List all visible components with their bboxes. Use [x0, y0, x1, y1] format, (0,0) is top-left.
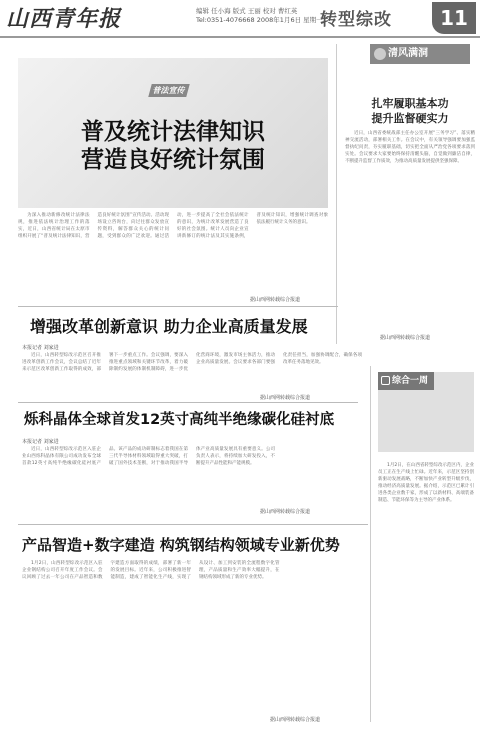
sidebar-title-line1: 扎牢履职基本功 [371, 97, 449, 110]
article3-byline: 本报记者 刘家进 [22, 439, 59, 445]
article2-source: 据山西网转载综合报道 [260, 395, 311, 401]
section-title: 转型综改 [320, 10, 392, 30]
article3-headline: 烁科晶体全球首发12英寸高纯半绝缘碳化硅衬底 [24, 412, 335, 428]
leaf-icon [374, 48, 386, 60]
article3-source: 据山西网转载综合报道 [260, 509, 311, 515]
sidebar-badge [370, 44, 470, 64]
article2-body: 近日，山西转型综改示范区召开推进改革创新工作会议，会议总结了近年来示范区改革创新工作取得的成效，部署下一步重点工作。会议强调，要深入推进重点领域和关键环节改革，着力破除制约发展的体制机制障碍，进一步优化营商环境，激发市场主体活力，推动企业高质量发展。会议要求各部门要强化责任担当，加强协调配合，确保各项改革任务落地见效。 [22, 353, 362, 372]
article1-body: 为深入推动新修改统计法律法规，推进依法统计治理工作的落实，近日，山西省统计局在太原市组织开展了“普及统计法律知识，营造良好统计氛围”宣传活动。活动现场设立咨询台，向过往群众发放宣传资料，解答群众关心的统计问题，受到群众的广泛欢迎。通过活动，进一步提高了全社会依法统计的意识，为统计改革发展营造了良好的社会氛围。统计人员向企业宣讲新修订的统计法及其实施条例，普及统计知识，增强统计调查对象依法履行统计义务的意识。 [18, 213, 328, 239]
article1-source: 据山西网转载综合报道 [250, 297, 301, 303]
article4-source: 据山西网转载综合报道 [270, 717, 321, 723]
sidebar-header [370, 44, 470, 66]
article4-headline: 产品智造+数字建造 构筑钢结构领域专业新优势 [22, 536, 340, 554]
article1-title-line2: 营造良好统计氛围 [81, 147, 265, 173]
article3-body: 近日，山西转型综改示范区入驻企业山西烁科晶体有限公司成功发布全球首款12英寸高纯半绝缘碳化硅衬底产品。该产品的成功研制标志着我国在第三代半导体材料领域取得重大突破，打破了国外技术垄断，对于推动我国半导体产业高质量发展具有重要意义。公司负责人表示，将持续加大研发投入，不断提升产品性能和产能规模。 [22, 447, 275, 466]
article4-top-rule [18, 524, 368, 525]
article1-title-line1: 普及统计法律知识 [81, 119, 265, 145]
article2-byline: 本报记者 刘家进 [22, 345, 59, 351]
photo-badge [378, 372, 434, 390]
article3-top-rule [18, 402, 358, 403]
article1-title [18, 118, 328, 174]
sidebar-body: 近日，山西省委统战部主任办公室开展“三务学习”、落实精神交流活动，部署相关工作。在会议中，有关领导强调要加强监督执纪问责，夯实履职基础，切实把全面从严治党各项要求落到实处。会议要求大家要始终保持清醒头脑，自觉做到廉洁自律，不断提升监督工作质效，为推动高质量发展提供坚强保障。 [345, 131, 475, 164]
news-icon [381, 376, 390, 385]
sidebar-badge-label: 清风满洞 [388, 48, 428, 59]
article2-headline: 增强改革创新意识 助力企业高质量发展 [30, 317, 308, 336]
masthead [0, 0, 480, 38]
sidebar-source: 据山西网转载综合报道 [380, 335, 431, 341]
article4-body: 1月2日，山西转型综改示范区入驻企业钢结构公司召开年度工作会议。会议回顾了过去一年公司在产品智造和数字建造方面取得的成绩，部署了新一年的发展目标。近年来，公司积极推进智能制造，建成了智能化生产线，实现了从设计、加工到安装的全流程数字化管理，产品质量和生产效率大幅提升，在钢结构领域形成了新的专业优势。 [22, 561, 280, 580]
contact-date-line: Tel:0351-4076668 2008年1月6日 星期一 [196, 16, 323, 24]
issue-meta [196, 7, 323, 25]
newspaper-logo: 山西青年报 [6, 6, 122, 32]
article2-top-rule [18, 306, 338, 307]
photo-body: 1月2日，在山西省转型综改示范区内，企业员工正在生产线上忙碌。近年来，示范区坚持创新驱动发展战略，不断加快产业转型升级步伐，推动经济高质量发展。据介绍，示范区已累计引进各类企业数千家，形成了以新材料、高端装备制造、节能环保等为主导的产业体系。 [378, 463, 474, 503]
sidebar-divider [336, 44, 337, 344]
right-column-divider [370, 366, 371, 722]
sidebar-title-line2: 提升监督硬实力 [371, 112, 449, 125]
page-number: 11 [432, 2, 476, 34]
article1-tag: 普法宣传 [148, 84, 189, 97]
sidebar-title [345, 96, 475, 126]
editor-line: 编辑 任小海 版式 王丽 校对 曹红英 [196, 7, 298, 15]
photo-badge-label: 综合一周 [392, 376, 429, 386]
